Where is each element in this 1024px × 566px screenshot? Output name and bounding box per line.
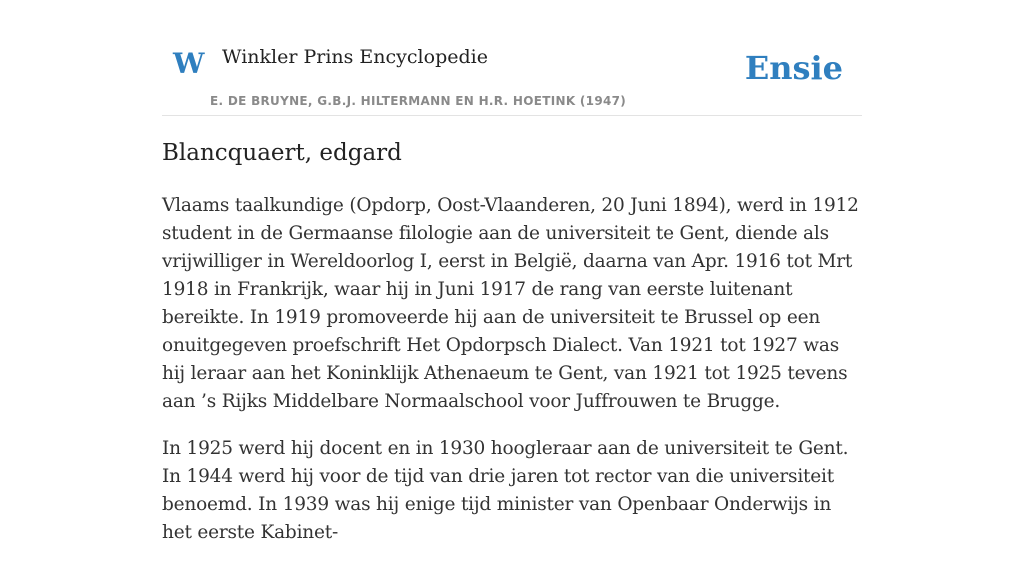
article-body xyxy=(162,192,862,566)
content-container xyxy=(162,0,862,543)
source-logo-icon[interactable]: W xyxy=(173,47,205,80)
source-header xyxy=(162,0,862,116)
article-paragraph: Vlaams taalkundige (Opdorp, Oost-Vlaanderen, 20 Juni 1894), werd in 1912 student in de Germaanse filologie aan de universiteit te Gent, diende als vrijwilliger in Wereldoorlog I, eerst in België, daarna van Apr. 1916 tot Mrt 1918 in Frankrijk, waar hij in Juni 1917 de rang van eerste luitenant bereikte. In 1919 promoveerde hij aan de universiteit te Brussel op een onuitgegeven proefschrift Het Opdorpsch Dialect. Van 1921 tot 1927 was hij leraar aan het Koninklijk Athenaeum te Gent, van 1921 tot 1925 tevens aan ’s Rijks Middelbare Normaalschool voor Juffrouwen te Brugge. xyxy=(162,195,859,412)
article-paragraph: In 1925 werd hij docent en in 1930 hoogleraar aan de universiteit te Gent. In 1944 werd hij voor de tijd van drie jaren tot rector van die universiteit benoemd. In 1939 was hij enige tijd minister van Openbaar Onderwijs in het eerste Kabinet- xyxy=(162,438,849,543)
source-title-link[interactable]: Winkler Prins Encyclopedie xyxy=(222,46,488,68)
source-authors: E. DE BRUYNE, G.B.J. HILTERMANN EN H.R. HOETINK (1947) xyxy=(210,94,627,108)
ensie-brand-logo[interactable]: Ensie xyxy=(744,49,843,87)
article-title: Blancquaert, edgard xyxy=(162,140,402,166)
